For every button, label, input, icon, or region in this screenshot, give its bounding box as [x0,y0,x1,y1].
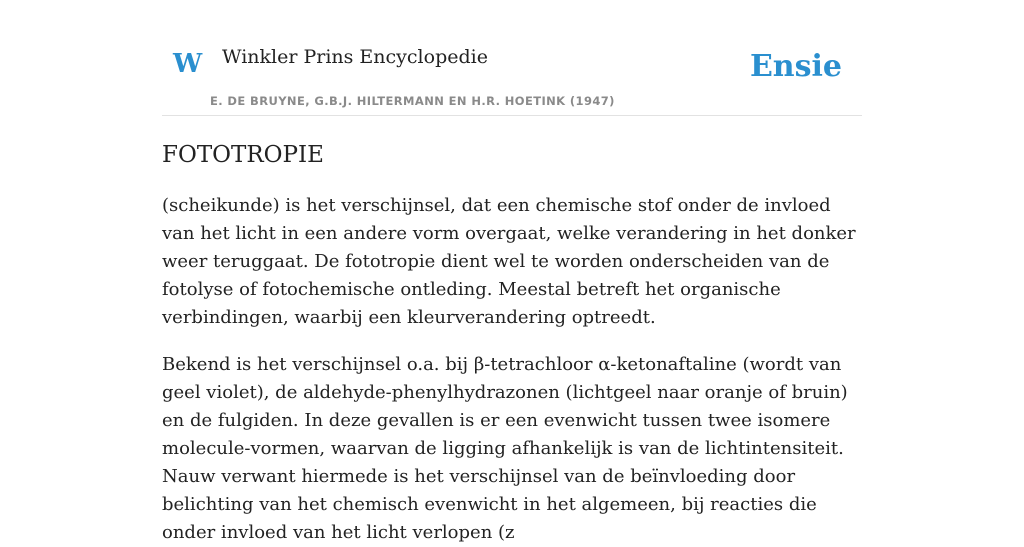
entry-paragraph: Bekend is het verschijnsel o.a. bij β-tetrachloor α-ketonaftaline (wordt van geel violet), de aldehyde-phenylhydrazonen (lichtgeel naar oranje of bruin) en de fulgiden. In deze gevallen is er een evenwicht tussen twee isomere molecule-vormen, waarvan de ligging afhankelijk is van de lichtintensiteit. Nauw verwant hiermede is het verschijnsel van de beïnvloeding door belichting van het chemisch evenwicht in het algemeen, bij reacties die onder invloed van het licht verlopen (z [162,353,848,543]
ensie-logo[interactable]: Ensie [749,49,842,84]
winkler-prins-logo[interactable]: W [173,49,203,79]
entry-body [162,192,862,547]
book-title-link[interactable]: Winkler Prins Encyclopedie [222,46,488,68]
book-authors: E. DE BRUYNE, G.B.J. HILTERMANN EN H.R. HOETINK (1947) [210,94,615,108]
entry-title: FOTOTROPIE [162,142,324,168]
header [162,0,862,116]
article [162,0,862,547]
entry-paragraph: (scheikunde) is het verschijnsel, dat een chemische stof onder de invloed van het licht in een andere vorm overgaat, welke verandering in het donker weer teruggaat. De fototropie dient wel te worden onderscheiden van de fotolyse of fotochemische ontleding. Meestal betreft het organische verbindingen, waarbij een kleurverandering optreedt. [162,194,856,328]
